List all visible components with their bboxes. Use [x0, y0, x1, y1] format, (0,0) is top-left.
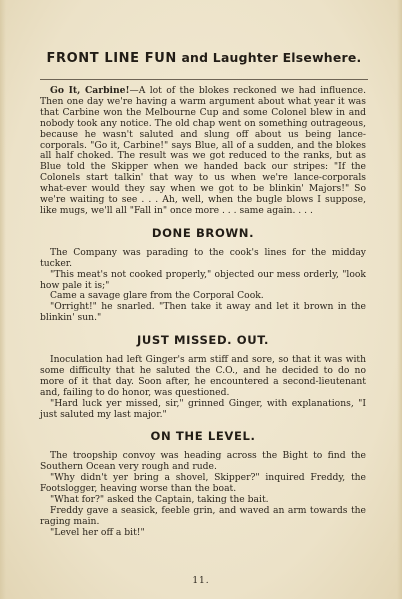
section-heading-done-brown: DONE BROWN. [151, 225, 255, 240]
page-edge-left [0, 0, 6, 599]
page-number: 11. [192, 576, 210, 586]
on-the-level-paragraph: "Why didn't yer bring a shovel, Skipper?" inquired Freddy, the Footslogger, heaving worse than the boat. [40, 472, 366, 495]
done-brown-paragraph: The Company was parading to the cook's lines for the midday tucker. [40, 246, 366, 269]
carbine-lead: Go It, Carbine! [50, 85, 130, 96]
done-brown-paragraph: "This meat's not cooked properly," objected our mess orderly, "look how pale it is;" [40, 268, 366, 291]
done-brown-paragraph: "Orright!" he snarled. "Then take it away and let it brown in the blinkin' sun." [40, 301, 366, 324]
header-title-bold: FRONT LINE FUN [46, 51, 177, 66]
carbine-text: —A lot of the blokes reckoned we had influence. Then one day we're having a warm argument about what year it was that Carbine won the Melbourne Cup and some Colonel blew in and nobody took any notice. The old chap went on something outrageous, because he wasn't saluted and slung off about us being lance-corporals. "Go it, Carbine!" says Blue, all of a sudden, and the blokes all half choked. The result was we got reduced to the ranks, but as Blue told the Skipper when we handed back our stripes: "If the Colonels start talkin' that way to us when we're lance-corporals what-ever would they say when we got to be blinkin' Majors!" So we're waiting to see . . . Ah, well, when the bugle blows I suppose, like mugs, we'll all "Fall in" once more . . . same again. . . . [40, 85, 366, 216]
done-brown-paragraph: Came a savage glare from the Corporal Cook. [50, 290, 264, 302]
on-the-level-paragraph: "Level her off a bit!" [50, 526, 145, 538]
on-the-level-paragraph: Freddy gave a seasick, feeble grin, and waved an arm towards the raging main. [40, 504, 366, 527]
header-rule [40, 79, 368, 80]
on-the-level-paragraph: "What for?" asked the Captain, taking the bait. [50, 494, 269, 505]
header-title-rest: and Laughter Elsewhere. [176, 50, 362, 65]
just-missed-paragraph: "Hard luck yer missed, sir," grinned Ginger, with explanations, "I just saluted my last major." [40, 397, 366, 420]
running-header [40, 50, 368, 66]
carbine-paragraph [40, 86, 366, 217]
section-heading-just-missed-out: JUST MISSED. OUT. [136, 333, 270, 348]
page-edge-right [397, 0, 402, 599]
page-content [40, 86, 366, 539]
just-missed-paragraph: Inoculation had left Ginger's arm stiff and sore, so that it was with some difficulty that he saluted the C.O., and he decided to do no more of it that day. Soon after, he encountered a second-lieutenant and, failing to do honor, was questioned. [40, 354, 366, 398]
on-the-level-paragraph: The troopship convoy was heading across the Bight to find the Southern Ocean very rough and rude. [40, 450, 366, 473]
section-heading-on-the-level: ON THE LEVEL. [150, 429, 256, 444]
